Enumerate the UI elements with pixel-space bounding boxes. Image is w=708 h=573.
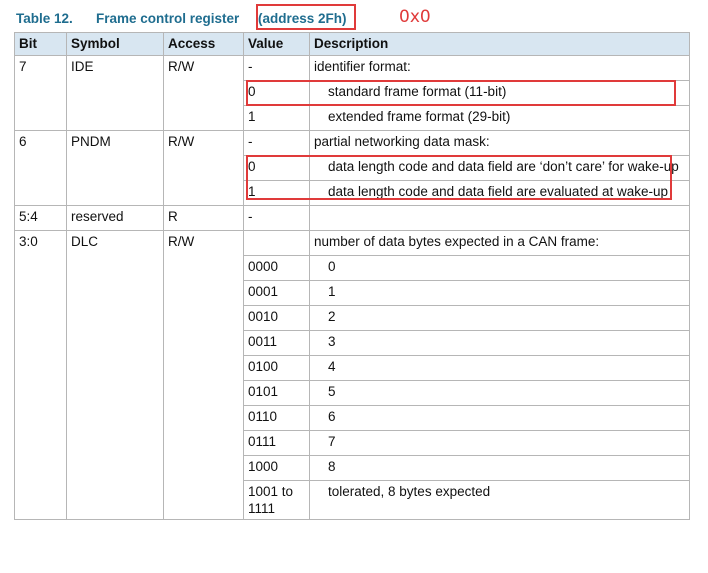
header-access: Access [164, 33, 244, 56]
cell-value: 1 [244, 181, 310, 206]
table-name: Frame control register [96, 11, 240, 26]
cell-access: R/W [164, 231, 244, 520]
cell-description [310, 206, 690, 231]
description-text: 3 [328, 334, 336, 349]
cell-symbol: reserved [67, 206, 164, 231]
cell-symbol: IDE [67, 56, 164, 131]
cell-access: R/W [164, 131, 244, 206]
cell-bit: 7 [15, 56, 67, 131]
description-text: data length code and data field are ‘don’t care’ for wake-up [328, 159, 679, 174]
cell-description [310, 306, 690, 331]
cell-bit: 3:0 [15, 231, 67, 520]
cell-value: 0010 [244, 306, 310, 331]
cell-description [310, 131, 690, 156]
cell-value: 0111 [244, 431, 310, 456]
description-text: 8 [328, 459, 336, 474]
table-row [15, 231, 690, 256]
description-text: 1 [328, 284, 336, 299]
table-title-bar [14, 8, 704, 30]
header-bit: Bit [15, 33, 67, 56]
reset-value-annotation: 0x0 [399, 7, 431, 27]
cell-description [310, 156, 690, 181]
header-symbol: Symbol [67, 33, 164, 56]
cell-bit: 6 [15, 131, 67, 206]
table-header-row [15, 33, 690, 56]
cell-value: - [244, 206, 310, 231]
description-text: 2 [328, 309, 336, 324]
cell-description [310, 431, 690, 456]
description-text: 5 [328, 384, 336, 399]
description-text: partial networking data mask: [314, 134, 490, 149]
cell-symbol: DLC [67, 231, 164, 520]
cell-value: 0 [244, 81, 310, 106]
register-address: (address 2Fh) [258, 11, 347, 26]
description-text: data length code and data field are evaluated at wake-up [328, 184, 668, 199]
cell-description [310, 106, 690, 131]
cell-value: 0000 [244, 256, 310, 281]
description-text: identifier format: [314, 59, 411, 74]
cell-description [310, 456, 690, 481]
cell-description [310, 481, 690, 520]
cell-value: 0110 [244, 406, 310, 431]
table-row [15, 206, 690, 231]
cell-value: 0011 [244, 331, 310, 356]
cell-description [310, 356, 690, 381]
cell-description [310, 181, 690, 206]
description-text: 7 [328, 434, 336, 449]
address-highlight-box [256, 4, 356, 30]
table-row [15, 131, 690, 156]
cell-value: - [244, 131, 310, 156]
header-description: Description [310, 33, 690, 56]
cell-value: 1001 to 1111 [244, 481, 310, 520]
cell-description [310, 81, 690, 106]
cell-value [244, 231, 310, 256]
cell-value: 0001 [244, 281, 310, 306]
cell-description [310, 256, 690, 281]
description-text: extended frame format (29-bit) [328, 109, 511, 124]
cell-access: R/W [164, 56, 244, 131]
description-text: tolerated, 8 bytes expected [328, 484, 491, 499]
register-table [14, 32, 690, 520]
cell-access: R [164, 206, 244, 231]
cell-value: 1000 [244, 456, 310, 481]
cell-description [310, 406, 690, 431]
header-value: Value [244, 33, 310, 56]
table-body [15, 56, 690, 520]
cell-description [310, 281, 690, 306]
description-text: 4 [328, 359, 336, 374]
cell-value: 0101 [244, 381, 310, 406]
description-text: 0 [328, 259, 336, 274]
cell-value: 0100 [244, 356, 310, 381]
cell-description [310, 231, 690, 256]
cell-bit: 5:4 [15, 206, 67, 231]
description-text: 6 [328, 409, 336, 424]
cell-value: - [244, 56, 310, 81]
table-number: Table 12. [16, 11, 73, 26]
cell-description [310, 56, 690, 81]
cell-description [310, 331, 690, 356]
description-text: standard frame format (11-bit) [328, 84, 507, 99]
cell-value: 1 [244, 106, 310, 131]
cell-symbol: PNDM [67, 131, 164, 206]
cell-description [310, 381, 690, 406]
table-row [15, 56, 690, 81]
cell-value: 0 [244, 156, 310, 181]
description-text: number of data bytes expected in a CAN frame: [314, 234, 600, 249]
